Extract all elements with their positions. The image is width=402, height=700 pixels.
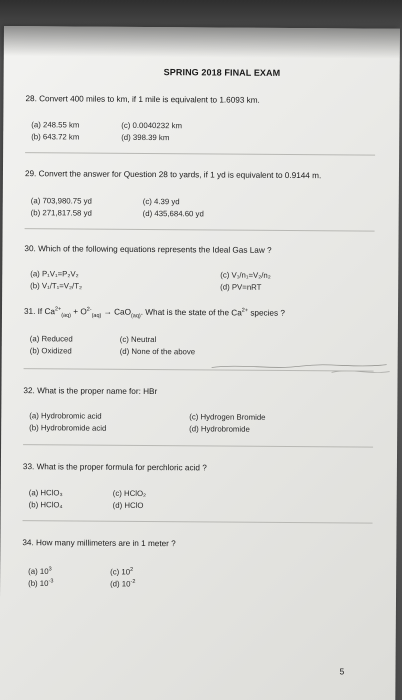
option-28d: (d) 398.39 km [121,132,170,143]
question-28: 28. Convert 400 miles to km, if 1 mile is equivalent to 1.6093 km. [25,94,260,105]
question-34: 34. How many millimeters are in 1 meter ? [22,538,176,549]
divider [23,444,373,447]
option-label: (c) 10 [110,567,131,577]
subscript: (aq) [61,312,72,319]
exam-page [0,26,400,700]
divider [23,520,373,523]
superscript: 2- [86,306,92,313]
exponent: 3 [48,566,52,573]
question-30: 30. Which of the following equations represents the Ideal Gas Law ? [24,244,272,255]
option-30d: (d) PV=nRT [220,282,262,292]
subscript: (aq) [91,312,102,320]
exponent: -3 [48,578,54,585]
exponent: -2 [130,578,136,585]
option-32b: (b) Hydrobromide acid [29,423,107,433]
page-shadow [4,26,400,59]
question-31-part: → CaO [101,307,132,317]
question-31-part: . What is the state of the Ca [140,307,242,318]
option-label: (b) 10 [28,578,49,588]
option-31d: (d) None of the above [119,346,196,357]
option-34a [28,566,52,576]
option-32a: (a) Hydrobromic acid [29,411,102,421]
option-32c: (c) Hydrogen Bromide [189,412,266,422]
question-31 [24,306,285,320]
option-33c: (c) HClO₂ [112,488,147,499]
option-31a: (a) Reduced [29,334,73,344]
option-34d [110,579,135,589]
option-33b: (b) HClO₄ [28,500,63,510]
page-number: 5 [339,666,345,677]
option-29d: (d) 435,684.60 yd [142,208,204,219]
exam-title: SPRING 2018 FINAL EXAM [163,67,281,78]
option-28b: (b) 643.72 km [31,132,80,142]
option-label: (d) 10 [110,579,131,589]
option-32d: (d) Hydrobromide [189,424,250,434]
option-31c: (c) Neutral [119,334,157,345]
option-label: (a) 10 [28,566,49,576]
option-31b: (b) Oxidized [29,346,72,356]
subscript: (aq) [130,313,141,320]
divider [25,152,375,155]
option-33d: (d) HClO [112,500,144,510]
question-29: 29. Convert the answer for Question 28 to yards, if 1 yd is equivalent to 0.9144 m. [24,169,322,181]
option-30a: (a) P₁V₁=P₂V₂ [30,269,79,279]
option-28c: (c) 0.0040232 km [121,120,183,131]
question-33: 33. What is the proper formula for perchloric acid ? [22,462,207,473]
superscript: 2+ [54,306,62,313]
exponent: 2 [130,566,134,573]
pen-scribble [152,337,392,379]
option-33a: (a) HClO₃ [28,488,63,498]
question-31-part: + O [70,307,87,317]
option-28a: (a) 248.55 km [31,120,80,130]
question-32: 32. What is the proper name for: HBr [23,386,158,397]
option-29c: (c) 4.39 yd [142,196,180,207]
option-29a: (a) 703,980.75 yd [30,196,92,206]
divider [25,228,375,231]
option-34b [28,578,53,588]
question-31-part: 31. If Ca [23,306,55,317]
option-30b: (b) V₁/T₁=V₂/T₂ [30,281,83,291]
option-30c: (c) V₁/n₁=V₂/n₂ [220,270,271,280]
option-34c [110,567,133,577]
question-31-part: species ? [248,308,285,318]
option-29b: (b) 271,817.58 yd [30,208,92,218]
superscript: 2+ [241,307,249,314]
